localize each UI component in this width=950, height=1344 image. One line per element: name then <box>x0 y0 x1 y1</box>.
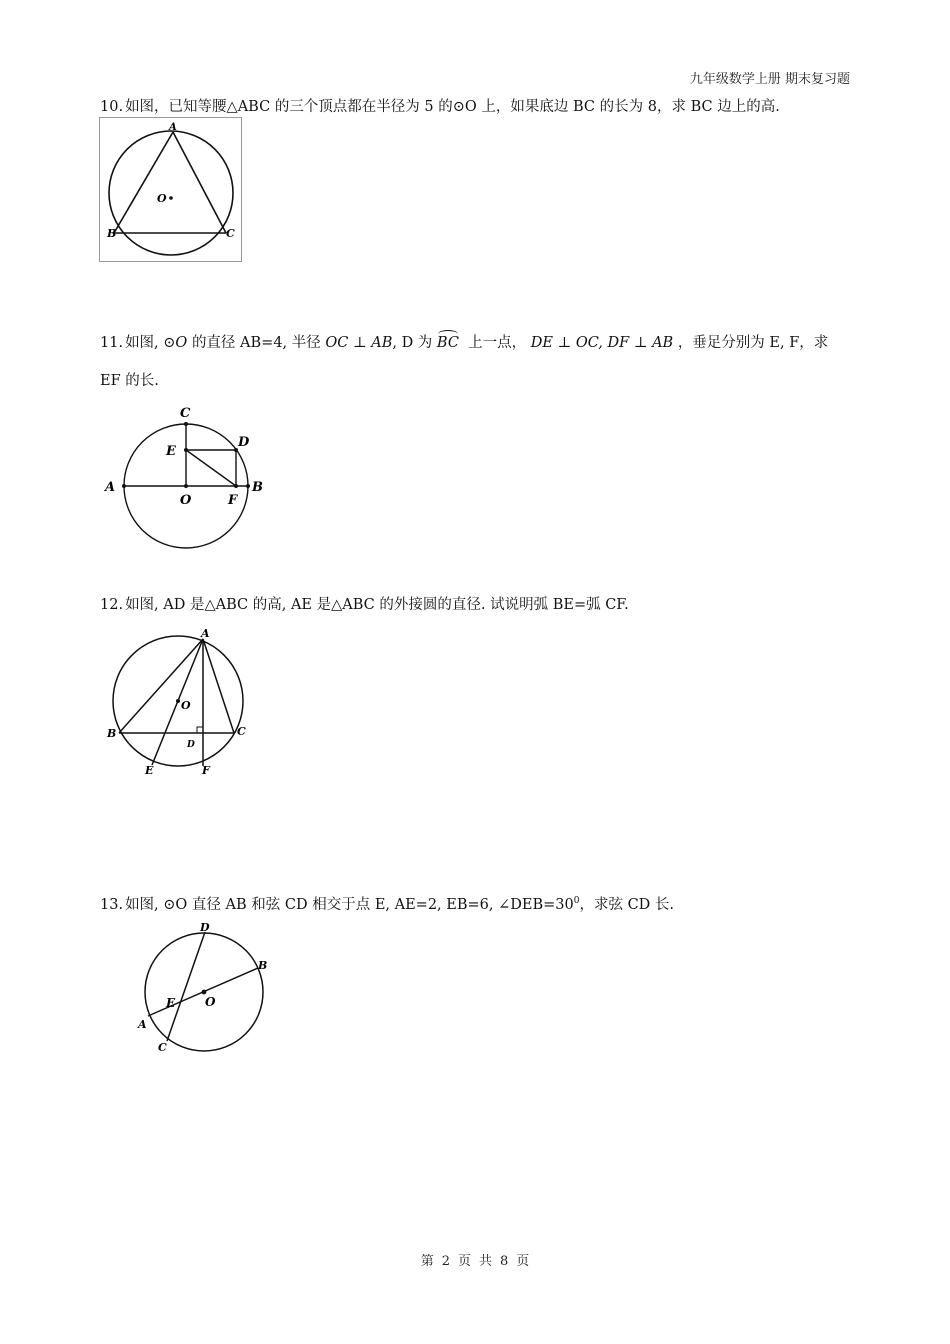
label-b: B <box>252 480 263 495</box>
figure-q10 <box>99 117 242 262</box>
figure-q12 <box>99 625 259 777</box>
question-text: 如图，已知等腰△ABC 的三个顶点都在半径为 5 的⊙O 上，如果底边 BC 的长为 8，求 BC 边上的高. <box>125 99 780 115</box>
question-12 <box>100 593 629 614</box>
question-10 <box>100 95 780 116</box>
degree-mark: 0 <box>573 896 580 907</box>
label-b: B <box>258 959 268 972</box>
label-c: C <box>237 725 246 738</box>
label-d: D <box>187 740 195 750</box>
question-11-line1 <box>100 331 828 352</box>
label-b: B <box>107 727 117 740</box>
question-text-part: 如图, <box>125 335 159 351</box>
footer-text: 页 <box>457 1254 471 1269</box>
label-a: A <box>138 1018 147 1031</box>
label-f: F <box>228 493 238 508</box>
math-perpendicular-1: OC ⊥ AB <box>325 335 393 351</box>
question-number: 10. <box>100 99 124 115</box>
question-13 <box>100 893 674 914</box>
question-text-part: 的直径 AB=4, 半径 <box>191 335 321 351</box>
math-perpendicular-2: DE ⊥ OC, DF ⊥ AB <box>530 335 674 351</box>
footer-text: 共 <box>479 1254 493 1269</box>
label-c: C <box>158 1041 167 1054</box>
label-c: C <box>226 227 235 240</box>
label-o: O <box>157 192 167 205</box>
footer-text: 第 <box>420 1254 434 1269</box>
figure-q11 <box>99 400 274 552</box>
label-c: C <box>180 406 191 421</box>
question-text-part: 上一点， <box>468 335 527 351</box>
page-header-note: 九年级数学上册 期末复习题 <box>689 72 850 87</box>
label-b: B <box>107 227 117 240</box>
label-e: E <box>145 764 154 777</box>
label-e: E <box>166 996 176 1010</box>
question-number: 12. <box>100 597 124 613</box>
math-circle-o: ⊙O <box>163 335 188 351</box>
question-text: 如图, AD 是△ABC 的高, AE 是△ABC 的外接圆的直径. 试说明弧 BE=弧 CF. <box>125 597 629 613</box>
label-o: O <box>180 493 192 508</box>
figure-q13 <box>132 918 277 1058</box>
label-a: A <box>169 122 177 133</box>
label-o: O <box>181 699 191 712</box>
question-text-part: ，求弦 CD 长. <box>579 897 675 913</box>
label-d: D <box>238 435 250 450</box>
question-number: 13. <box>100 897 124 913</box>
question-text-part: , D 为 <box>392 335 433 351</box>
label-a: A <box>105 480 116 495</box>
label-e: E <box>166 444 176 459</box>
question-text-part: ，垂足分别为 E, F，求 <box>677 335 829 351</box>
label-o: O <box>205 995 216 1009</box>
question-number: 11. <box>100 335 124 351</box>
footer-page-total: 8 <box>500 1254 509 1269</box>
label-f: F <box>202 764 210 777</box>
question-text-part: 如图, ⊙O 直径 AB 和弦 CD 相交于点 E, AE=2, EB=6, ∠DEB=30 <box>125 897 574 913</box>
math-arc-bc: BC <box>436 335 459 351</box>
label-a: A <box>201 627 210 640</box>
label-d: D <box>200 921 210 934</box>
footer-text: 页 <box>516 1254 530 1269</box>
page-footer <box>0 1250 950 1269</box>
footer-page-current: 2 <box>441 1254 450 1269</box>
question-11-line2: EF 的长. <box>100 373 159 389</box>
